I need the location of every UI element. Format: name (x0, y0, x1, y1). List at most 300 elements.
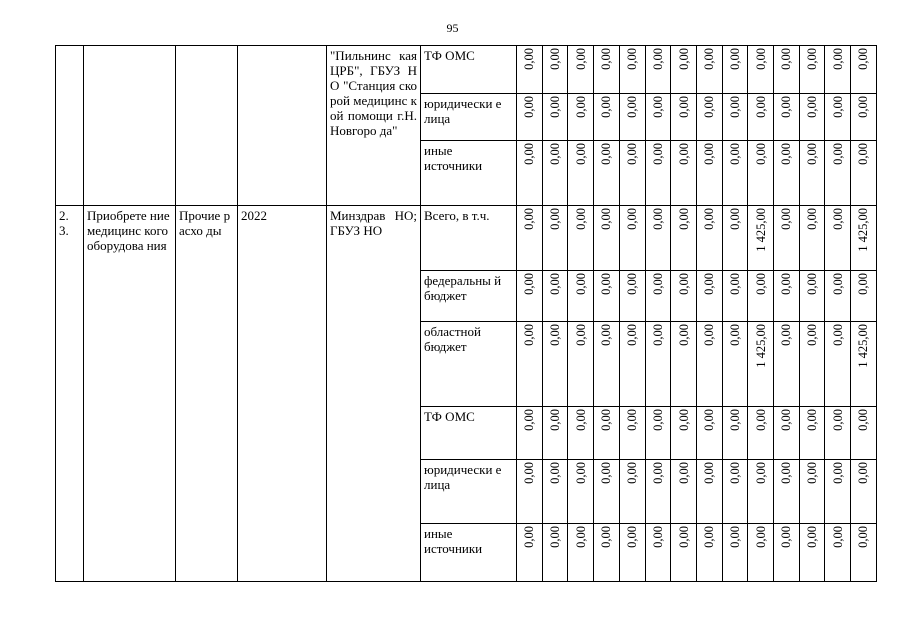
value-wrap (726, 526, 745, 548)
value-text: 0,00 (650, 143, 665, 165)
value-wrap (649, 96, 668, 118)
value-wrap (597, 208, 616, 230)
value-cell (671, 206, 697, 271)
value-wrap (803, 48, 822, 70)
value-wrap (571, 324, 590, 346)
value-text: 0,00 (650, 208, 665, 230)
value-cell (799, 322, 825, 407)
value-cell (774, 407, 800, 460)
value-wrap (751, 409, 770, 431)
value-text: 0,00 (548, 324, 563, 346)
value-text: 0,00 (548, 462, 563, 484)
value-cell (568, 271, 594, 322)
value-text: 0,00 (753, 273, 768, 295)
value-cell (619, 46, 645, 94)
value-wrap (828, 409, 847, 431)
value-wrap (828, 526, 847, 548)
value-text: 0,00 (573, 143, 588, 165)
value-cell (645, 407, 671, 460)
funding-source-cell: Всего, в т.ч. (421, 206, 517, 271)
value-cell (568, 322, 594, 407)
value-cell (517, 271, 543, 322)
value-text: 0,00 (650, 48, 665, 70)
value-wrap (546, 208, 565, 230)
value-wrap (546, 273, 565, 295)
value-text: 1 425,00 (753, 208, 768, 252)
value-text: 0,00 (599, 409, 614, 431)
value-cell (671, 460, 697, 524)
value-text: 0,00 (676, 273, 691, 295)
funding-source-cell: областной бюджет (421, 322, 517, 407)
value-wrap (803, 409, 822, 431)
value-wrap (597, 462, 616, 484)
value-text: 0,00 (548, 208, 563, 230)
value-text: 0,00 (830, 208, 845, 230)
value-wrap (597, 48, 616, 70)
value-text: 0,00 (548, 96, 563, 118)
value-wrap (649, 462, 668, 484)
value-wrap (520, 273, 539, 295)
value-text: 0,00 (727, 208, 742, 230)
funding-source-cell: юридически е лица (421, 94, 517, 141)
value-wrap (726, 143, 745, 165)
value-cell (722, 407, 748, 460)
value-wrap (674, 143, 693, 165)
value-wrap (597, 96, 616, 118)
value-text: 0,00 (676, 48, 691, 70)
value-text: 0,00 (753, 462, 768, 484)
value-text: 0,00 (625, 48, 640, 70)
value-text: 0,00 (830, 48, 845, 70)
value-cell (696, 524, 722, 582)
value-cell (619, 206, 645, 271)
value-wrap (597, 409, 616, 431)
funding-source-cell: ТФ ОМС (421, 46, 517, 94)
value-text: 0,00 (779, 208, 794, 230)
value-wrap (520, 96, 539, 118)
value-wrap (854, 143, 873, 165)
value-text: 0,00 (702, 273, 717, 295)
value-cell (568, 407, 594, 460)
value-text: 0,00 (753, 526, 768, 548)
value-text: 0,00 (573, 409, 588, 431)
value-text: 0,00 (650, 526, 665, 548)
value-text: 0,00 (676, 324, 691, 346)
value-cell (568, 94, 594, 141)
value-cell (696, 141, 722, 206)
row-number-cell (56, 46, 84, 206)
value-wrap (828, 96, 847, 118)
value-wrap (674, 324, 693, 346)
value-text: 0,00 (599, 462, 614, 484)
value-cell (825, 322, 851, 407)
value-wrap (700, 48, 719, 70)
value-cell (748, 141, 774, 206)
value-cell (696, 322, 722, 407)
value-text: 0,00 (650, 409, 665, 431)
value-text: 0,00 (522, 273, 537, 295)
value-text: 0,00 (830, 324, 845, 346)
value-cell (517, 141, 543, 206)
value-text: 0,00 (753, 143, 768, 165)
value-text: 0,00 (522, 409, 537, 431)
table-body (56, 46, 877, 582)
value-text: 0,00 (856, 48, 871, 70)
value-cell (722, 46, 748, 94)
value-cell (568, 524, 594, 582)
value-wrap (803, 143, 822, 165)
value-text: 0,00 (779, 324, 794, 346)
value-text: 0,00 (830, 96, 845, 118)
value-cell (825, 206, 851, 271)
row-number-cell: 2. 3. (56, 206, 84, 582)
value-wrap (777, 143, 796, 165)
value-cell (542, 407, 568, 460)
value-wrap (700, 96, 719, 118)
value-wrap (520, 208, 539, 230)
value-cell (542, 271, 568, 322)
value-cell (851, 271, 877, 322)
value-text: 0,00 (650, 462, 665, 484)
value-cell (645, 206, 671, 271)
value-wrap (726, 324, 745, 346)
value-text: 0,00 (727, 462, 742, 484)
value-cell (568, 460, 594, 524)
value-text: 0,00 (779, 96, 794, 118)
value-cell (671, 407, 697, 460)
value-wrap (854, 48, 873, 70)
value-wrap (700, 409, 719, 431)
value-cell (774, 524, 800, 582)
value-wrap (751, 273, 770, 295)
value-text: 0,00 (805, 208, 820, 230)
value-wrap (854, 409, 873, 431)
value-cell (594, 94, 620, 141)
value-cell (671, 271, 697, 322)
value-cell (619, 407, 645, 460)
value-cell (748, 460, 774, 524)
value-cell (619, 322, 645, 407)
value-text: 0,00 (856, 462, 871, 484)
value-cell (774, 46, 800, 94)
value-cell (748, 524, 774, 582)
value-wrap (546, 143, 565, 165)
value-cell (774, 94, 800, 141)
expense-type-cell: Прочие расхо ды (176, 206, 238, 582)
value-wrap (546, 48, 565, 70)
value-cell (594, 407, 620, 460)
value-text: 1 425,00 (856, 324, 871, 368)
value-wrap (520, 324, 539, 346)
value-wrap (571, 48, 590, 70)
value-text: 0,00 (599, 273, 614, 295)
value-wrap (674, 409, 693, 431)
value-cell (799, 141, 825, 206)
value-text: 0,00 (779, 409, 794, 431)
value-wrap (597, 143, 616, 165)
value-text: 0,00 (676, 462, 691, 484)
value-wrap (571, 462, 590, 484)
value-text: 0,00 (548, 409, 563, 431)
value-text: 0,00 (779, 462, 794, 484)
value-cell (542, 141, 568, 206)
value-wrap (777, 324, 796, 346)
value-wrap (597, 273, 616, 295)
value-wrap (854, 273, 873, 295)
expense-type-cell (176, 46, 238, 206)
year-cell: 2022 (238, 206, 327, 582)
value-text: 0,00 (625, 273, 640, 295)
value-wrap (700, 324, 719, 346)
value-text: 0,00 (830, 462, 845, 484)
value-wrap (571, 208, 590, 230)
value-cell (825, 524, 851, 582)
value-text: 0,00 (676, 526, 691, 548)
value-wrap (854, 526, 873, 548)
value-text: 0,00 (779, 48, 794, 70)
value-text: 0,00 (573, 324, 588, 346)
table-row (56, 206, 877, 271)
value-text: 0,00 (625, 143, 640, 165)
value-text: 0,00 (573, 462, 588, 484)
value-text: 0,00 (599, 324, 614, 346)
value-wrap (546, 409, 565, 431)
funding-source-cell: федеральны й бюджет (421, 271, 517, 322)
value-cell (542, 460, 568, 524)
value-text: 0,00 (599, 143, 614, 165)
value-text: 0,00 (856, 409, 871, 431)
value-cell (825, 271, 851, 322)
value-text: 0,00 (753, 409, 768, 431)
value-cell (722, 271, 748, 322)
value-text: 0,00 (676, 96, 691, 118)
value-cell (722, 141, 748, 206)
value-cell (722, 460, 748, 524)
value-wrap (803, 273, 822, 295)
value-text: 0,00 (856, 526, 871, 548)
value-cell (799, 460, 825, 524)
value-text: 0,00 (573, 526, 588, 548)
value-wrap (674, 208, 693, 230)
value-wrap (777, 526, 796, 548)
value-cell (594, 46, 620, 94)
value-cell (594, 322, 620, 407)
value-wrap (803, 526, 822, 548)
value-text: 0,00 (573, 208, 588, 230)
value-text: 0,00 (522, 526, 537, 548)
value-text: 0,00 (599, 208, 614, 230)
value-cell (542, 94, 568, 141)
value-wrap (751, 96, 770, 118)
value-text: 0,00 (702, 208, 717, 230)
value-text: 0,00 (805, 143, 820, 165)
value-cell (619, 141, 645, 206)
value-cell (542, 46, 568, 94)
value-cell (568, 141, 594, 206)
value-wrap (649, 324, 668, 346)
value-cell (696, 206, 722, 271)
value-wrap (623, 324, 642, 346)
value-wrap (649, 526, 668, 548)
value-text: 0,00 (727, 409, 742, 431)
value-wrap (726, 273, 745, 295)
value-cell (799, 271, 825, 322)
value-wrap (571, 143, 590, 165)
value-cell (696, 460, 722, 524)
executor-cell: Минздрав НО; ГБУЗ НО (327, 206, 421, 582)
value-wrap (828, 143, 847, 165)
value-cell (774, 206, 800, 271)
value-text: 0,00 (805, 273, 820, 295)
value-text: 0,00 (702, 48, 717, 70)
value-text: 0,00 (856, 143, 871, 165)
value-cell (825, 141, 851, 206)
value-wrap (751, 143, 770, 165)
value-text: 0,00 (522, 208, 537, 230)
value-text: 0,00 (727, 273, 742, 295)
value-cell (696, 46, 722, 94)
value-text: 1 425,00 (856, 208, 871, 252)
value-wrap (726, 96, 745, 118)
value-cell (696, 407, 722, 460)
value-text: 0,00 (522, 48, 537, 70)
value-wrap (649, 273, 668, 295)
value-cell (568, 46, 594, 94)
value-cell (799, 94, 825, 141)
value-cell (517, 94, 543, 141)
value-text: 0,00 (676, 409, 691, 431)
value-wrap (674, 526, 693, 548)
value-wrap (751, 208, 770, 252)
value-text: 0,00 (830, 273, 845, 295)
value-text: 0,00 (522, 143, 537, 165)
value-cell (594, 460, 620, 524)
value-wrap (546, 462, 565, 484)
value-text: 0,00 (727, 96, 742, 118)
value-text: 1 425,00 (753, 324, 768, 368)
value-cell (619, 94, 645, 141)
value-text: 0,00 (779, 526, 794, 548)
value-cell (851, 94, 877, 141)
value-text: 0,00 (676, 143, 691, 165)
value-text: 0,00 (573, 273, 588, 295)
value-wrap (777, 462, 796, 484)
value-cell (851, 524, 877, 582)
value-wrap (828, 208, 847, 230)
value-wrap (854, 96, 873, 118)
value-wrap (803, 462, 822, 484)
value-text: 0,00 (625, 462, 640, 484)
value-cell (619, 460, 645, 524)
value-wrap (623, 208, 642, 230)
value-text: 0,00 (727, 526, 742, 548)
value-wrap (854, 208, 873, 252)
value-wrap (828, 324, 847, 346)
value-cell (774, 322, 800, 407)
value-wrap (623, 96, 642, 118)
value-cell (671, 322, 697, 407)
value-cell (799, 524, 825, 582)
funding-source-cell: иные источники (421, 141, 517, 206)
value-cell (851, 460, 877, 524)
value-wrap (571, 273, 590, 295)
value-text: 0,00 (650, 324, 665, 346)
value-cell (619, 524, 645, 582)
value-wrap (520, 409, 539, 431)
value-cell (517, 524, 543, 582)
value-wrap (828, 48, 847, 70)
value-cell (517, 322, 543, 407)
value-cell (517, 407, 543, 460)
funding-source-cell: юридически е лица (421, 460, 517, 524)
value-text: 0,00 (702, 409, 717, 431)
value-cell (619, 271, 645, 322)
activity-name-cell: Приобрете ние медицинс кого оборудова ния (84, 206, 176, 582)
value-text: 0,00 (548, 526, 563, 548)
value-cell (645, 524, 671, 582)
value-wrap (571, 96, 590, 118)
value-wrap (520, 462, 539, 484)
value-cell (671, 141, 697, 206)
value-wrap (597, 324, 616, 346)
value-cell (851, 407, 877, 460)
value-text: 0,00 (573, 48, 588, 70)
value-cell (645, 322, 671, 407)
value-cell (799, 46, 825, 94)
value-text: 0,00 (805, 526, 820, 548)
value-text: 0,00 (727, 324, 742, 346)
value-wrap (674, 48, 693, 70)
value-text: 0,00 (702, 96, 717, 118)
value-text: 0,00 (599, 96, 614, 118)
value-wrap (777, 273, 796, 295)
value-wrap (571, 409, 590, 431)
value-wrap (751, 462, 770, 484)
value-text: 0,00 (830, 143, 845, 165)
value-cell (748, 271, 774, 322)
value-wrap (777, 96, 796, 118)
value-text: 0,00 (805, 96, 820, 118)
value-wrap (751, 48, 770, 70)
value-cell (645, 271, 671, 322)
value-cell (748, 46, 774, 94)
value-cell (799, 407, 825, 460)
page-number: 95 (446, 21, 459, 35)
value-wrap (854, 324, 873, 368)
value-text: 0,00 (753, 96, 768, 118)
value-text: 0,00 (753, 48, 768, 70)
value-cell (671, 94, 697, 141)
value-text: 0,00 (522, 96, 537, 118)
value-text: 0,00 (522, 324, 537, 346)
value-cell (851, 322, 877, 407)
funding-source-cell: ТФ ОМС (421, 407, 517, 460)
value-wrap (726, 409, 745, 431)
value-cell (594, 141, 620, 206)
value-cell (671, 46, 697, 94)
value-text: 0,00 (856, 273, 871, 295)
value-text: 0,00 (548, 143, 563, 165)
value-wrap (700, 273, 719, 295)
funding-table (55, 45, 877, 582)
value-wrap (649, 208, 668, 230)
value-text: 0,00 (625, 526, 640, 548)
value-text: 0,00 (805, 324, 820, 346)
value-wrap (623, 526, 642, 548)
value-text: 0,00 (702, 143, 717, 165)
value-cell (851, 141, 877, 206)
executor-cell: "Пильнинс кая ЦРБ", ГБУЗ НО "Станция скорой медицинс кой помощи г.Н.Новгоро да" (327, 46, 421, 206)
